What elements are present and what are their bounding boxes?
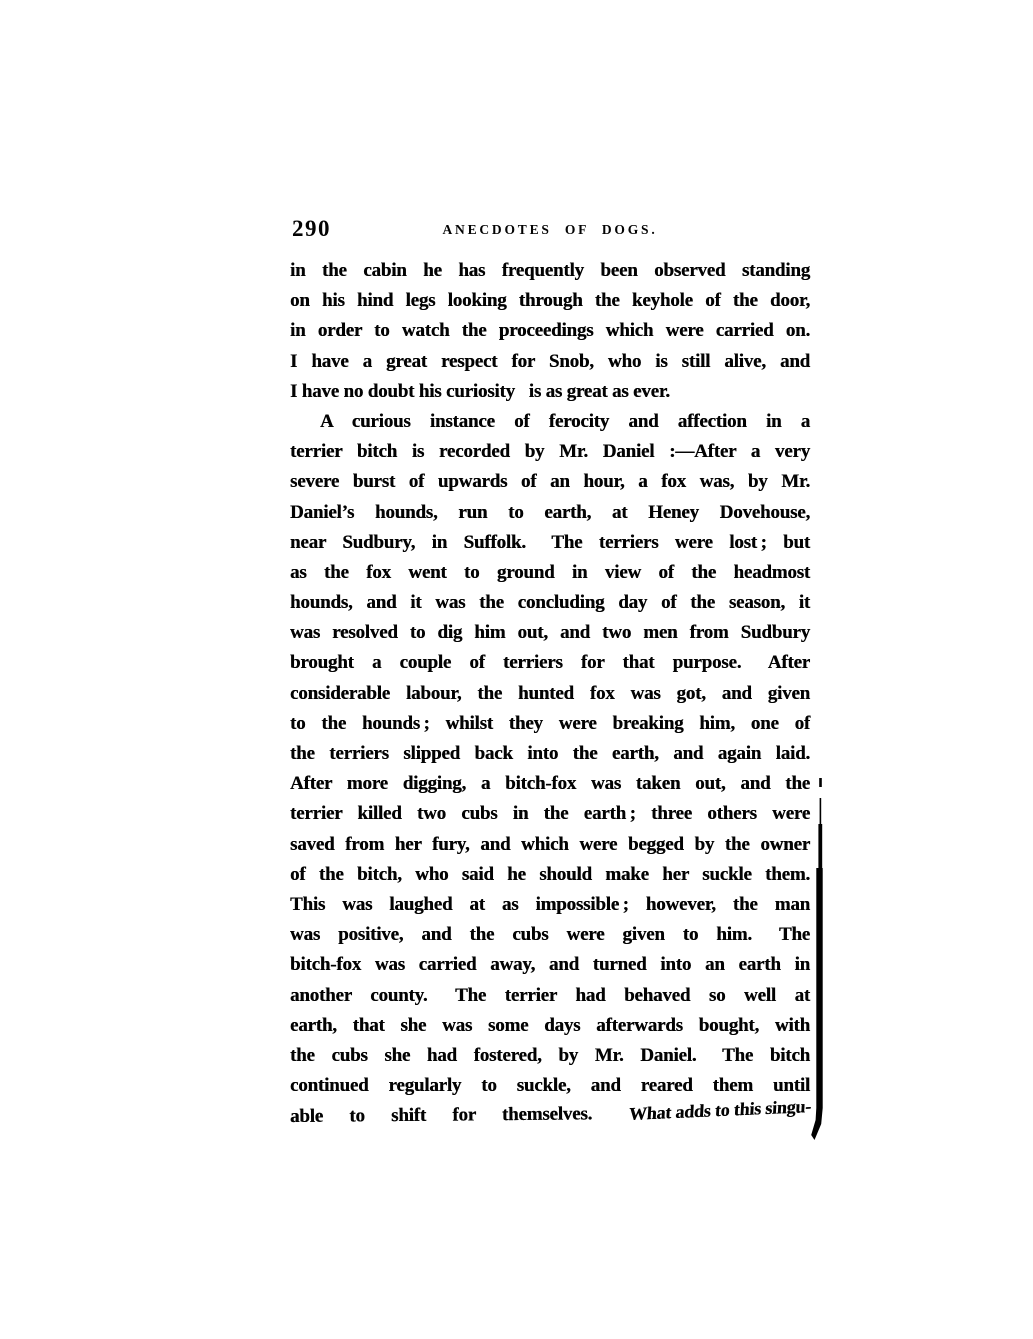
text-line: on his hind legs looking through the keyhole of the door,	[290, 290, 810, 312]
text-line: another county. The terrier had behaved so well at	[290, 984, 810, 1006]
text-line: in order to watch the proceedings which were carried on.	[290, 320, 810, 342]
text-line: terrier killed two cubs in the earth ; three others were	[290, 803, 810, 825]
text-line: was positive, and the cubs were given to him. The	[290, 924, 810, 946]
text-line: I have a great respect for Snob, who is still alive, and	[290, 350, 810, 372]
text-line: of the bitch, who said he should make her suckle them.	[290, 863, 810, 885]
text-line: Daniel’s hounds, run to earth, at Heney Dovehouse,	[290, 501, 810, 523]
text-line: to the hounds ; whilst they were breaking him, one of	[290, 712, 810, 734]
text-line: in the cabin he has frequently been observed standing	[290, 260, 810, 281]
text-line: bitch-fox was carried away, and turned into an earth in	[290, 954, 810, 976]
text-line: near Sudbury, in Suffolk. The terriers were lost ; but	[290, 531, 810, 553]
text-line: saved from her fury, and which were begged by the owner	[290, 833, 810, 855]
paragraph	[290, 256, 810, 407]
text-line: as the fox went to ground in view of the headmost	[290, 561, 810, 583]
text-segment: able to shift for themselves.	[289, 1103, 628, 1128]
page-header	[290, 216, 810, 244]
text-line: earth, that she was some days afterwards bought, with	[290, 1014, 810, 1036]
text-line: the cubs she had fostered, by Mr. Daniel. The bitch	[290, 1044, 810, 1066]
text-line: This was laughed at as impossible ; however, the man	[290, 893, 810, 915]
text-line: A curious instance of ferocity and affection in a	[320, 410, 810, 432]
warped-text: What adds to this singu-	[628, 1096, 812, 1125]
text-line: the terriers slipped back into the earth, and again laid.	[290, 743, 810, 764]
text-line: I have no doubt his curiosity is as great as ever.	[290, 380, 670, 402]
text-line: brought a couple of terriers for that purpose. After	[290, 652, 810, 674]
page-number: 290	[292, 216, 331, 241]
text-line: After more digging, a bitch-fox was taken out, and the	[290, 773, 810, 795]
text-line: severe burst of upwards of an hour, a fox was, by Mr.	[290, 471, 810, 493]
text-line: considerable labour, the hunted fox was got, and given	[290, 682, 810, 704]
running-head: ANECDOTES OF DOGS.	[442, 222, 658, 237]
text-line: hounds, and it was the concluding day of the season, it	[290, 592, 810, 614]
text-line	[290, 1097, 810, 1132]
paragraph	[290, 407, 810, 1132]
text-line: terrier bitch is recorded by Mr. Daniel :—After a very	[290, 441, 810, 463]
binding-ink-streak	[806, 772, 836, 1148]
text-line: continued regularly to suckle, and reared them until	[290, 1075, 810, 1097]
body-text	[290, 256, 810, 1131]
text-line: was resolved to dig him out, and two men from Sudbury	[290, 622, 810, 644]
